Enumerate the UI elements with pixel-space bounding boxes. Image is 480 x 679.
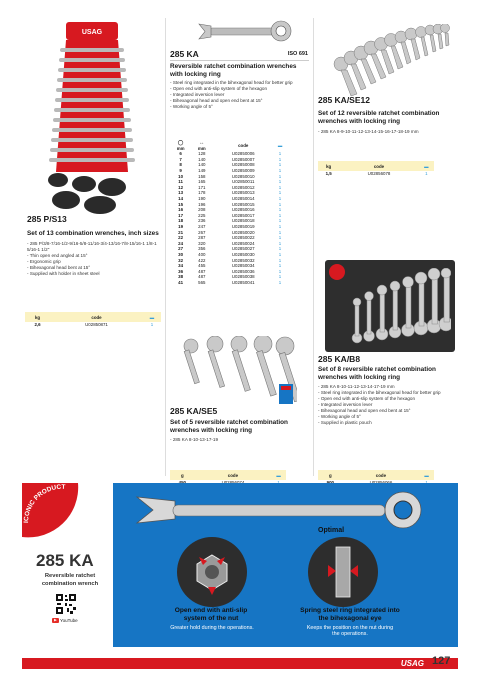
ratchet-wrench-image bbox=[197, 16, 297, 46]
column-header-code: code bbox=[91, 314, 102, 320]
feature-item: - 285 KA 8-10-13-17-19 bbox=[170, 437, 310, 443]
open-end-detail-image bbox=[177, 537, 247, 607]
table-row: 7 140 U02850007 1 bbox=[179, 156, 282, 162]
table-row: 21 267 U02850020 1 bbox=[178, 229, 282, 235]
feature-item: - Open end with anti-slip system of the hexagon bbox=[170, 86, 310, 92]
feature-item: - 285 KA 8-10-11-12-13-14-17-19 mm bbox=[318, 384, 458, 390]
product-title: Set of 13 combination wrenches, inch sizes bbox=[27, 230, 159, 237]
qty-icon: ▬ bbox=[424, 472, 429, 478]
feature-item: - Bihexagonal head and open end bent at 15° bbox=[318, 408, 458, 414]
youtube-link[interactable]: ▶ YouTube bbox=[52, 618, 78, 623]
table-row: 22 287 U02850022 1 bbox=[178, 235, 282, 241]
qty-icon: ▬ bbox=[149, 314, 155, 320]
table-row: 9 149 U02850009 1 bbox=[179, 168, 282, 174]
table-row: 41 565 U02850041 1 bbox=[178, 279, 282, 285]
feature1-subtitle: Greater hold during the operations. bbox=[170, 625, 254, 631]
column-header-length: ↔ mm bbox=[197, 140, 206, 151]
table-row: 16 208 U02850016 1 bbox=[178, 207, 282, 213]
column-divider bbox=[165, 18, 166, 476]
column-header-qty bbox=[271, 470, 286, 480]
column-header-qty bbox=[419, 161, 434, 171]
column-header-code: code bbox=[227, 472, 239, 478]
feature-item: - Integrated inversion lever bbox=[170, 92, 310, 98]
optimal-label: Optimal bbox=[318, 527, 345, 534]
product-title: Reversible ratchet combination wrenches with locking ring bbox=[170, 63, 297, 78]
feature-list bbox=[318, 129, 458, 135]
table-row: 10 158 U02850010 1 bbox=[178, 173, 282, 179]
column-header-size: ◯ mm bbox=[176, 140, 185, 151]
table-row: 14 190 U02850014 1 bbox=[178, 196, 282, 202]
product-name: Reversible ratchet combination wrench bbox=[41, 573, 99, 587]
feature-list bbox=[27, 241, 163, 277]
table-row: 12 171 U02850012 1 bbox=[178, 184, 282, 190]
wrench-pouch-image bbox=[325, 260, 455, 352]
wrench-set-12-image bbox=[331, 24, 451, 100]
table-row: 34 455 U02850034 1 bbox=[178, 263, 282, 269]
usag-logo-icon bbox=[329, 264, 345, 280]
table-row: 8 140 U02850008 1 bbox=[179, 162, 282, 168]
column-header-weight: g bbox=[328, 472, 332, 478]
table-row: 15 196 U02850015 1 bbox=[178, 201, 282, 207]
feature-item: - 285 P/3/8-7/16-1/2-9/16-5/8-11/16-3/4-13/16-7/8-15/16-1 1/8-1 5/16-1 1/2" bbox=[27, 241, 163, 253]
feature-list bbox=[170, 437, 310, 443]
table-row: 6 128 U02850006 1 bbox=[179, 151, 282, 157]
product-code-large: 285 KA bbox=[36, 551, 94, 570]
column-header-weight: g bbox=[180, 472, 184, 478]
column-divider bbox=[313, 18, 314, 476]
iconic-product-badge bbox=[22, 483, 92, 543]
footer-bar bbox=[22, 658, 458, 669]
table-row: 17 225 U02850017 1 bbox=[178, 212, 282, 218]
table-row: 2,6 U02850871 1 bbox=[34, 322, 154, 328]
product-code: 285 P/S13 bbox=[27, 214, 67, 224]
table-row: 11 165 U02850011 1 bbox=[178, 179, 282, 185]
footer-brand-logo: USAG bbox=[400, 659, 424, 668]
feature-list bbox=[170, 80, 310, 110]
iconic-product-panel bbox=[22, 483, 113, 647]
divider bbox=[170, 60, 309, 61]
feature-list bbox=[318, 384, 458, 426]
table-row: 30 400 U02850030 1 bbox=[178, 251, 282, 257]
product-code: 285 KA/SE12 bbox=[318, 95, 370, 105]
product-title: Set of 5 reversible ratchet combination wrenches with locking ring bbox=[170, 419, 288, 434]
column-header-qty bbox=[143, 312, 161, 322]
spring-ring-detail-image bbox=[308, 537, 378, 607]
spec-table bbox=[318, 161, 434, 177]
svg-text:USAG: USAG bbox=[81, 29, 103, 36]
feature2-subtitle: Keeps the position on the nut during the operations. bbox=[306, 625, 394, 638]
column-header-qty bbox=[419, 470, 434, 480]
column-header-weight: kg bbox=[326, 163, 332, 169]
feature-item: - Thin open end angled at 15° bbox=[27, 253, 163, 259]
product-code: 285 KA bbox=[170, 49, 199, 59]
qty-icon: ▬ bbox=[277, 143, 283, 148]
ratchet-wrench-large-image bbox=[135, 491, 435, 531]
feature-highlight-panel bbox=[113, 483, 458, 647]
qr-code-icon[interactable] bbox=[55, 593, 77, 615]
product-title: Set of 8 reversible ratchet combination wrenches with locking ring bbox=[318, 366, 436, 381]
feature-item: - Ergonomic grip bbox=[27, 259, 163, 265]
table-row: 19 247 U02850019 1 bbox=[178, 224, 282, 230]
table-row: 32 422 U02850032 1 bbox=[178, 257, 282, 263]
table-row: 1,5 U02856078 1 bbox=[325, 171, 428, 177]
feature-item: - 285 KA 8-9-10-11-12-13-14-15-16-17-18-19 mm bbox=[318, 129, 458, 135]
product-title: Set of 12 reversible ratchet combination wrenches with locking ring bbox=[318, 110, 440, 125]
table-row: 13 178 U02850013 1 bbox=[178, 190, 282, 196]
column-header-code: code bbox=[373, 163, 385, 169]
table-row: 27 356 U02850027 1 bbox=[178, 246, 282, 252]
wrench-set-5-image bbox=[175, 336, 297, 408]
table-row: 38 487 U02850038 1 bbox=[178, 274, 282, 280]
wrench-holder-image bbox=[36, 22, 148, 214]
qty-icon: ▬ bbox=[276, 472, 281, 478]
table-row: 36 487 U02850036 1 bbox=[178, 268, 282, 274]
feature-item: - Bihexagonal head bent at 15° bbox=[27, 265, 163, 271]
feature-item: - Working angle of 5° bbox=[318, 414, 458, 420]
feature-item: - Open end with anti-slip system of the hexagon bbox=[318, 396, 458, 402]
product-code: 285 KA/SE5 bbox=[170, 406, 218, 416]
middle-column bbox=[167, 18, 312, 478]
column-header-qty bbox=[274, 140, 286, 151]
product-code: 285 KA/B8 bbox=[318, 354, 361, 364]
feature-item: - Supplied with holder in sheet steel bbox=[27, 271, 163, 277]
right-column bbox=[315, 18, 458, 478]
spec-table bbox=[170, 140, 286, 285]
table-row: 18 236 U02850018 1 bbox=[178, 218, 282, 224]
qty-icon: ▬ bbox=[424, 163, 429, 169]
feature2-title: Spring steel ring integrated into the bihexagonal eye bbox=[300, 607, 400, 622]
table-row: 24 320 U02850024 1 bbox=[178, 240, 282, 246]
iso-label: ISO 691 bbox=[287, 51, 308, 57]
feature-item: - Working angle of 5° bbox=[170, 104, 310, 110]
left-column bbox=[22, 18, 164, 473]
feature1-title: Open end with anti-slip system of the nut bbox=[174, 607, 248, 622]
badge-text: ICONIC PRODUCT bbox=[22, 483, 66, 524]
feature-item: - Integrated inversion lever bbox=[318, 402, 458, 408]
spec-table bbox=[25, 312, 161, 328]
column-header-code: code bbox=[375, 472, 387, 478]
page-number: 127 bbox=[432, 655, 451, 667]
feature-item: - Bihexagonal head and open end bent at 15° bbox=[170, 98, 310, 104]
feature-item: - Steel ring integrated in the bihexagonal head for better grip bbox=[318, 390, 458, 396]
feature-item: - Steel ring integrated in the bihexagonal head for better grip bbox=[170, 80, 310, 86]
column-header-weight: kg bbox=[34, 314, 41, 320]
youtube-icon: ▶ bbox=[52, 618, 59, 623]
feature-item: - Supplied in plastic pouch bbox=[318, 420, 458, 426]
column-header-code: code bbox=[238, 143, 249, 148]
